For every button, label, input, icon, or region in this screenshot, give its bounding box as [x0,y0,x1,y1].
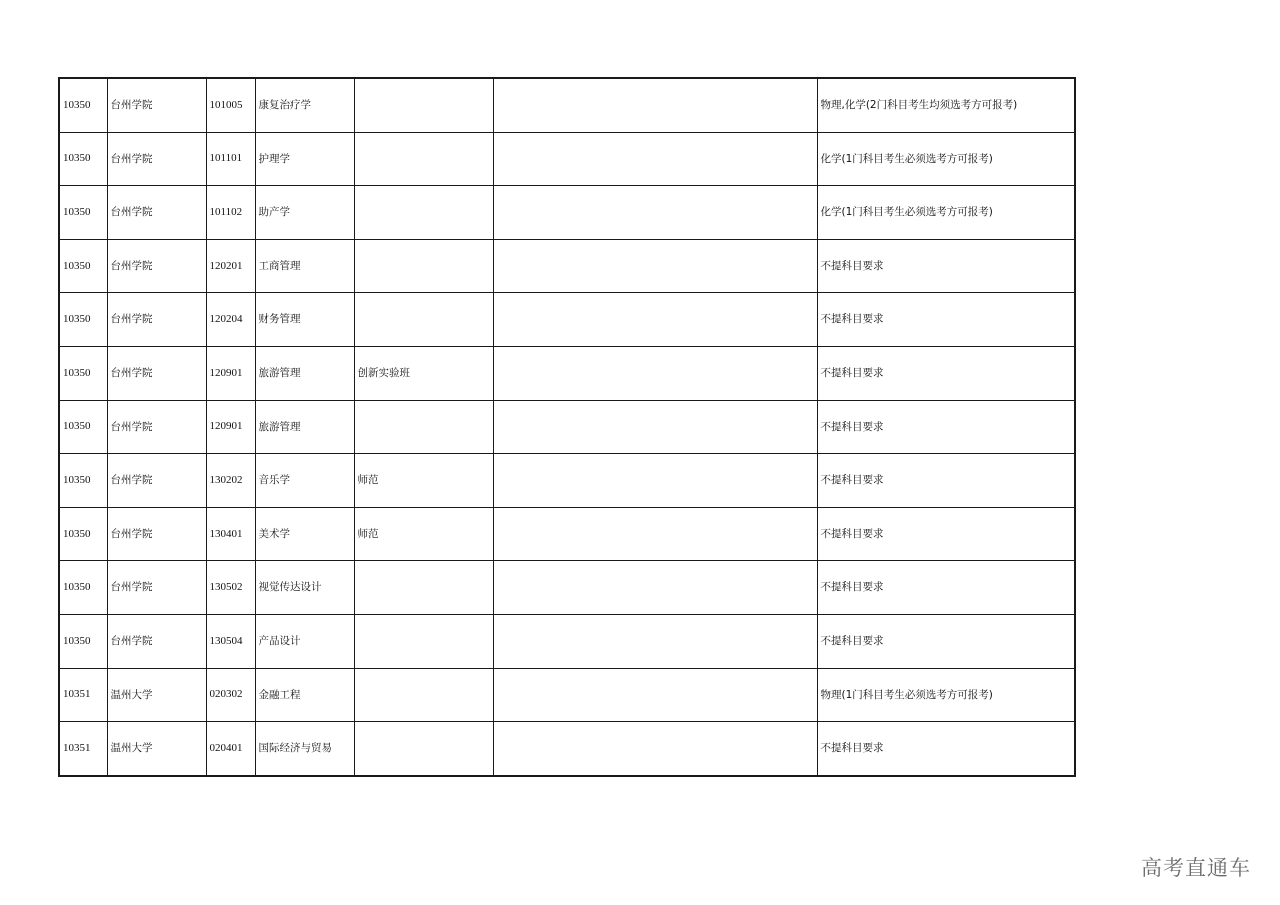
major-name-cell: 金融工程 [255,668,354,722]
major-note-cell [354,132,493,186]
major-note-cell [354,400,493,454]
empty-cell [493,346,817,400]
major-name-cell: 助产学 [255,186,354,240]
school-code-cell: 10351 [59,668,107,722]
school-name-cell: 台州学院 [107,346,206,400]
subject-requirement-cell: 不提科目要求 [817,454,1075,508]
subject-requirement-cell: 不提科目要求 [817,614,1075,668]
major-note-cell: 师范 [354,507,493,561]
school-name-cell: 台州学院 [107,78,206,132]
major-code-cell: 120201 [206,239,255,293]
school-code-cell: 10350 [59,78,107,132]
subject-requirement-cell: 物理,化学(2门科目考生均须选考方可报考) [817,78,1075,132]
school-name-cell: 台州学院 [107,239,206,293]
school-name-cell: 温州大学 [107,668,206,722]
major-note-cell [354,239,493,293]
school-name-cell: 台州学院 [107,293,206,347]
school-name-cell: 温州大学 [107,722,206,776]
empty-cell [493,561,817,615]
table-row [59,186,1075,240]
major-note-cell [354,293,493,347]
major-code-cell: 130401 [206,507,255,561]
table-row [59,78,1075,132]
empty-cell [493,722,817,776]
school-code-cell: 10350 [59,614,107,668]
school-code-cell: 10350 [59,132,107,186]
major-code-cell: 101102 [206,186,255,240]
school-code-cell: 10350 [59,293,107,347]
school-code-cell: 10350 [59,346,107,400]
school-code-cell: 10350 [59,400,107,454]
major-name-cell: 工商管理 [255,239,354,293]
subject-requirement-cell: 不提科目要求 [817,561,1075,615]
major-code-cell: 130504 [206,614,255,668]
major-note-cell [354,668,493,722]
table-body [59,78,1075,776]
table-row [59,132,1075,186]
major-note-cell: 师范 [354,454,493,508]
empty-cell [493,454,817,508]
major-note-cell [354,78,493,132]
major-code-cell: 101101 [206,132,255,186]
table-row [59,346,1075,400]
major-code-cell: 130202 [206,454,255,508]
empty-cell [493,132,817,186]
major-note-cell: 创新实验班 [354,346,493,400]
subject-requirement-cell: 物理(1门科目考生必须选考方可报考) [817,668,1075,722]
source-watermark: 高考直通车 [1141,856,1251,880]
table-row [59,400,1075,454]
table-row [59,722,1075,776]
school-code-cell: 10350 [59,186,107,240]
subject-requirement-cell: 不提科目要求 [817,507,1075,561]
major-code-cell: 120901 [206,346,255,400]
empty-cell [493,614,817,668]
major-name-cell: 康复治疗学 [255,78,354,132]
school-name-cell: 台州学院 [107,507,206,561]
major-note-cell [354,186,493,240]
empty-cell [493,186,817,240]
school-name-cell: 台州学院 [107,400,206,454]
table-row [59,668,1075,722]
major-name-cell: 旅游管理 [255,346,354,400]
major-name-cell: 财务管理 [255,293,354,347]
empty-cell [493,239,817,293]
subject-requirement-cell: 化学(1门科目考生必须选考方可报考) [817,132,1075,186]
subject-requirement-cell: 不提科目要求 [817,722,1075,776]
major-code-cell: 120901 [206,400,255,454]
school-code-cell: 10350 [59,507,107,561]
school-name-cell: 台州学院 [107,561,206,615]
major-name-cell: 视觉传达设计 [255,561,354,615]
subject-requirement-cell: 不提科目要求 [817,293,1075,347]
major-note-cell [354,722,493,776]
table-row [59,454,1075,508]
subject-requirement-cell: 化学(1门科目考生必须选考方可报考) [817,186,1075,240]
school-name-cell: 台州学院 [107,614,206,668]
subject-requirement-cell: 不提科目要求 [817,400,1075,454]
major-code-cell: 120204 [206,293,255,347]
table-row [59,561,1075,615]
empty-cell [493,293,817,347]
major-name-cell: 护理学 [255,132,354,186]
major-name-cell: 旅游管理 [255,400,354,454]
subject-requirements-table [58,77,1076,777]
empty-cell [493,78,817,132]
school-name-cell: 台州学院 [107,132,206,186]
school-name-cell: 台州学院 [107,186,206,240]
table-row [59,239,1075,293]
table-row [59,614,1075,668]
school-name-cell: 台州学院 [107,454,206,508]
table-row [59,507,1075,561]
empty-cell [493,400,817,454]
empty-cell [493,668,817,722]
major-code-cell: 020401 [206,722,255,776]
major-name-cell: 产品设计 [255,614,354,668]
major-code-cell: 130502 [206,561,255,615]
table-row [59,293,1075,347]
major-name-cell: 音乐学 [255,454,354,508]
empty-cell [493,507,817,561]
school-code-cell: 10351 [59,722,107,776]
major-note-cell [354,614,493,668]
subject-requirement-cell: 不提科目要求 [817,346,1075,400]
school-code-cell: 10350 [59,454,107,508]
major-code-cell: 020302 [206,668,255,722]
subject-requirement-cell: 不提科目要求 [817,239,1075,293]
major-code-cell: 101005 [206,78,255,132]
school-code-cell: 10350 [59,561,107,615]
major-name-cell: 国际经济与贸易 [255,722,354,776]
school-code-cell: 10350 [59,239,107,293]
major-note-cell [354,561,493,615]
major-name-cell: 美术学 [255,507,354,561]
